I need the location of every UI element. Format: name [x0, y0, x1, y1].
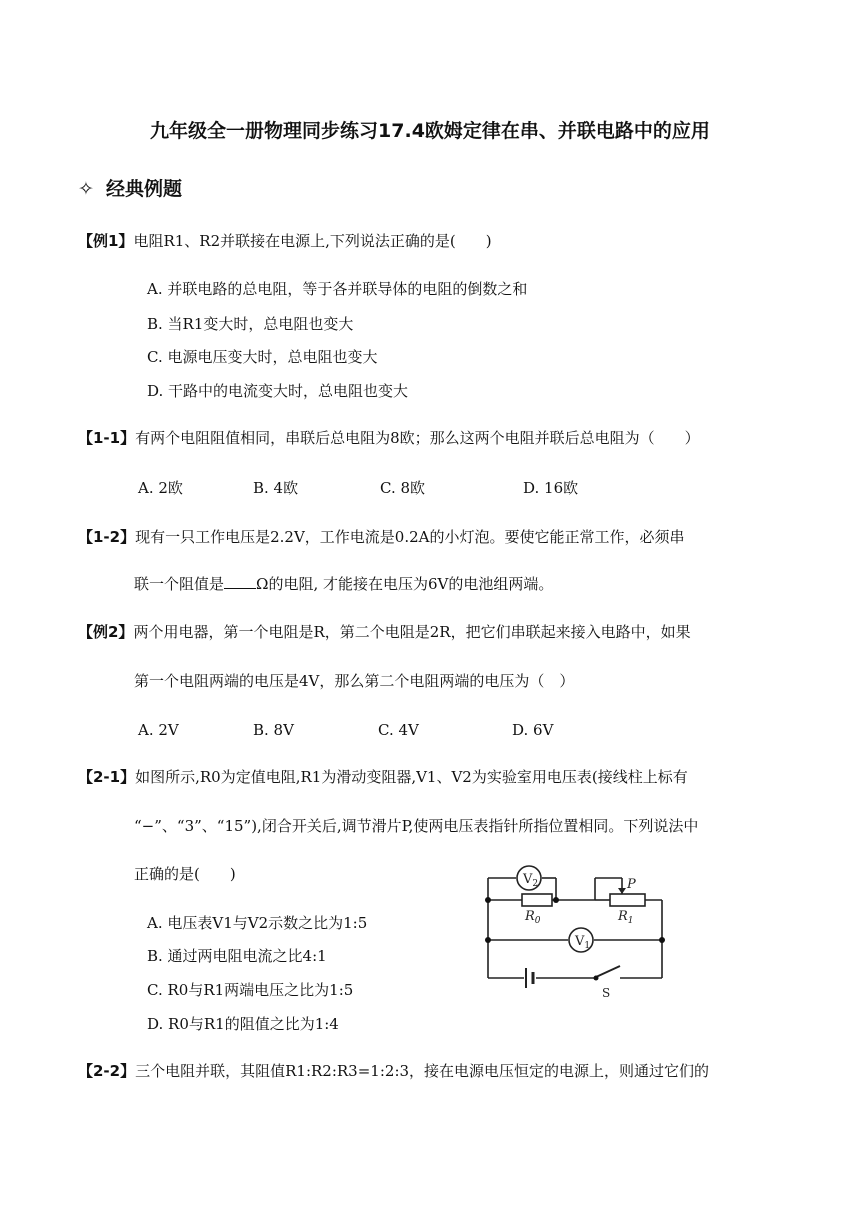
- v2-label: $V_2$: [523, 872, 539, 889]
- question-2-1: [78, 767, 688, 787]
- option-d: D. R0与R1的阻值之比为1:4: [147, 1015, 339, 1033]
- question-text: 电阻R1、R2并联接在电源上,下列说法正确的是( ): [133, 232, 492, 250]
- question-tag: 【例2】: [78, 623, 134, 641]
- question-2-1-line2: “−”、“3”、“15”),闭合开关后,调节滑片P,使两电压表指针所指位置相同。下列说法中: [134, 817, 699, 835]
- question-text: 如图所示,R0为定值电阻,R1为滑动变阻器,V1、V2为实验室用电压表(接线柱上标有: [135, 768, 688, 786]
- question-text: 三个电阻并联，其阻值R1:R2:R3=1:2:3，接在电源电压恒定的电源上，则通过它们的: [135, 1062, 710, 1080]
- question-text: 现有一只工作电压是2.2V，工作电流是0.2A的小灯泡。要使它能正常工作，必须串: [135, 528, 685, 546]
- option-d: D. 6V: [512, 721, 554, 739]
- section-label: 经典例题: [106, 178, 183, 200]
- text-segment: 联一个阻值是: [134, 575, 225, 593]
- text-segment: Ω的电阻, 才能接在电压为6V的电池组两端。: [256, 575, 554, 593]
- question-tag: 【2-1】: [78, 768, 136, 786]
- r1-label: $R_1$: [618, 909, 634, 926]
- s-label: S: [602, 986, 611, 1000]
- question-tag: 【1-1】: [78, 429, 136, 447]
- option-c: C. R0与R1两端电压之比为1:5: [147, 981, 354, 999]
- question-tag: 【例1】: [78, 232, 134, 250]
- option-d: D. 干路中的电流变大时，总电阻也变大: [147, 382, 409, 400]
- question-text: 两个用电器，第一个电阻是R，第二个电阻是2R，把它们串联起来接入电路中，如果: [133, 623, 691, 641]
- option-b: B. 当R1变大时，总电阻也变大: [147, 315, 354, 333]
- page-title: 九年级全一册物理同步练习17.4欧姆定律在串、并联电路中的应用: [150, 120, 710, 142]
- question-1-2-line2: [134, 574, 553, 594]
- option-c: C. 电源电压变大时，总电阻也变大: [147, 348, 378, 366]
- p-label: P: [627, 877, 636, 892]
- option-d: D. 16欧: [523, 479, 579, 497]
- question-1-2: [78, 527, 685, 547]
- diamond-outline-icon: ✧: [78, 178, 94, 200]
- question-text: 有两个电阻阻值相同，串联后总电阻为8欧；那么这两个电阻并联后总电阻为（ ）: [135, 429, 700, 447]
- question-2-1-line3: 正确的是( ): [134, 865, 236, 883]
- circuit-diagram: [470, 850, 680, 1000]
- r0-label: $R_0$: [525, 909, 541, 926]
- question-2-2: [78, 1061, 709, 1081]
- question-ex2-line2: 第一个电阻两端的电压是4V，那么第二个电阻两端的电压为（ ）: [134, 672, 575, 690]
- question-tag: 【2-2】: [78, 1062, 136, 1080]
- option-b: B. 4欧: [253, 479, 299, 497]
- answer-blank[interactable]: [224, 574, 256, 589]
- option-b: B. 8V: [253, 721, 294, 739]
- option-a: A. 2欧: [138, 479, 183, 497]
- v1-label: $V_1$: [575, 934, 591, 951]
- option-a: A. 并联电路的总电阻，等于各并联导体的电阻的倒数之和: [147, 280, 528, 298]
- option-b: B. 通过两电阻电流之比4:1: [147, 947, 327, 965]
- question-ex1: [78, 231, 492, 251]
- question-1-1: [78, 428, 700, 448]
- question-tag: 【1-2】: [78, 528, 136, 546]
- section-heading: [78, 174, 182, 201]
- option-a: A. 2V: [138, 721, 179, 739]
- option-c: C. 8欧: [380, 479, 426, 497]
- question-ex2: [78, 622, 691, 642]
- option-c: C. 4V: [378, 721, 419, 739]
- option-a: A. 电压表V1与V2示数之比为1:5: [147, 914, 368, 932]
